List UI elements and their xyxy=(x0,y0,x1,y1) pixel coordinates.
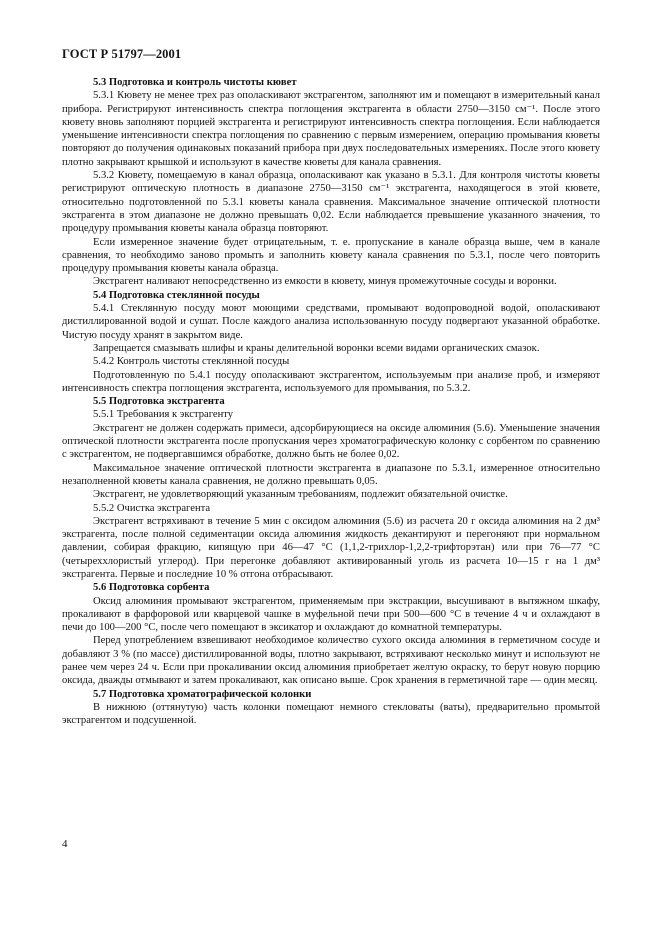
paragraph: Запрещается смазывать шлифы и краны делительной воронки всеми видами органических смазок. xyxy=(93,342,540,354)
paragraph: 5.4.2 Контроль чистоты стеклянной посуды xyxy=(93,356,290,368)
section-heading: 5.5 Подготовка экстрагента xyxy=(93,396,225,408)
paragraph: 5.5.2 Очистка экстрагента xyxy=(93,502,211,514)
paragraph: В нижнюю (оттянутую) часть колонки помещают немного стекловаты (ваты), предварительно промытой экстрагентом и подсушенной. xyxy=(62,701,600,727)
standard-header: ГОСТ Р 51797—2001 xyxy=(62,47,182,61)
paragraph: 5.4.1 Стеклянную посуду моют моющими средствами, промывают водопроводной водой, ополаскивают дистиллированной водой и сушат. После каждого анализа использованную посуду подвергают указанной обработке. Чистую посуду хранят в закрытом виде. xyxy=(62,303,600,341)
paragraph: 5.3.1 Кювету не менее трех раз ополаскивают экстрагентом, заполняют им и помещают в измерительный канал прибора. Регистрируют интенсивность спектра поглощения экстрагента в области 2750—3150 см⁻¹. После этого кювету вновь заполняют порцией экстрагента и регистрируют интенсивность спектра поглощения. Если наблюдается уменьшение интенсивности спектра поглощения по сравнению с первым измерением, операцию промывания кюветы повторяют до получения одинаковых показаний прибора при двух последовательных измерениях. После этого кювету плотно закрывают крышкой и используют в качестве кюветы для канала сравнения. xyxy=(62,90,600,168)
paragraph: Оксид алюминия промывают экстрагентом, применяемым при экстракции, высушивают в вытяжном шкафу, прокаливают в фарфоровой или кварцевой чашке в муфельной печи при 500—600 °С в течение 4 ч и охлаждают в печи до 100—200 °С, после чего помещают в эксикатор и охлаждают до комнатной температуры. xyxy=(62,595,600,634)
document-body xyxy=(62,76,600,728)
paragraph: Экстрагент не должен содержать примеси, адсорбирующиеся на оксиде алюминия (5.6). Уменьшение значения оптической плотности экстрагента после пропускания через хроматографическую колонку с сорбентом по сравнению с экстрагентом, не подвергавшимся обработке, должно быть не более 0,02. xyxy=(62,422,600,461)
section-heading: 5.4 Подготовка стеклянной посуды xyxy=(93,289,260,301)
paragraph: 5.3.2 Кювету, помещаемую в канал образца, ополаскивают как указано в 5.3.1. Для контроля чистоты кюветы регистрируют оптическую плотность в диапазоне 2750—3150 см⁻¹ экстрагента, находящегося в этой кювете, относительно подготовленной по 5.3.1 кюветы канала сравнения. Максимальное значение оптической плотности экстрагента в этом диапазоне не должно превышать 0,02. Если наблюдается превышение указанного значения, то процедуру промывания кюветы канала образца повторяют. xyxy=(62,170,600,235)
section-heading: 5.6 Подготовка сорбента xyxy=(93,582,210,594)
paragraph: Если измеренное значение будет отрицательным, т. е. пропускание в канале образца выше, чем в канале сравнения, то необходимо заново промыть и заполнить кювету канала сравнения по 5.3.1, после чего повторить процедуру промывания кюветы канала образца. xyxy=(62,236,600,275)
paragraph: Экстрагент, не удовлетворяющий указанным требованиям, подлежит обязательной очистке. xyxy=(93,489,508,501)
section-heading: 5.7 Подготовка хроматографической колонки xyxy=(93,688,312,700)
paragraph: Экстрагент наливают непосредственно из емкости в кювету, минуя промежуточные сосуды и воронки. xyxy=(93,276,557,288)
paragraph: Максимальное значение оптической плотности экстрагента в диапазоне по 5.3.1, измеренное относительно незаполненной кюветы канала сравнения, не должно превышать 0,05. xyxy=(62,462,600,487)
paragraph: Перед употреблением взвешивают необходимое количество сухого оксида алюминия в герметичном сосуде и добавляют 3 % (по массе) дистиллированной воды, плотно закрывают, встряхивают несколько минут и используют не ранее чем через 24 ч. Если при прокаливании оксид алюминия приобретает желтую окраску, то берут новую порцию оксида, дважды отмывают и затем прокаливают, как описано выше. Срок хранения в герметичной таре — один месяц. xyxy=(62,635,600,687)
paragraph: Подготовленную по 5.4.1 посуду ополаскивают экстрагентом, используемым при анализе проб, и измеряют интенсивность спектра поглощения экстрагента, используемого для промывания, по 5.3.2. xyxy=(62,369,600,394)
paragraph: Экстрагент встряхивают в течение 5 мин с оксидом алюминия (5.6) из расчета 20 г оксида алюминия на 2 дм³ экстрагента, после полной седиментации оксида алюминия жидкость декантируют и перегоняют при нормальном давлении, собирая фракцию, кипящую при 46—47 °С (1,1,2-трихлор-1,2,2-трифторэтан) или при 76—77 °С (четыреххлористый углерод). При перегонке добавляют активированный уголь из расчета 10—15 г на 1 дм³ экстрагента. Первые и последние 10 % отгона отбрасывают. xyxy=(62,515,600,580)
page-number: 4 xyxy=(62,838,68,850)
paragraph: 5.5.1 Требования к экстрагенту xyxy=(93,409,234,421)
section-heading: 5.3 Подготовка и контроль чистоты кювет xyxy=(93,77,297,88)
